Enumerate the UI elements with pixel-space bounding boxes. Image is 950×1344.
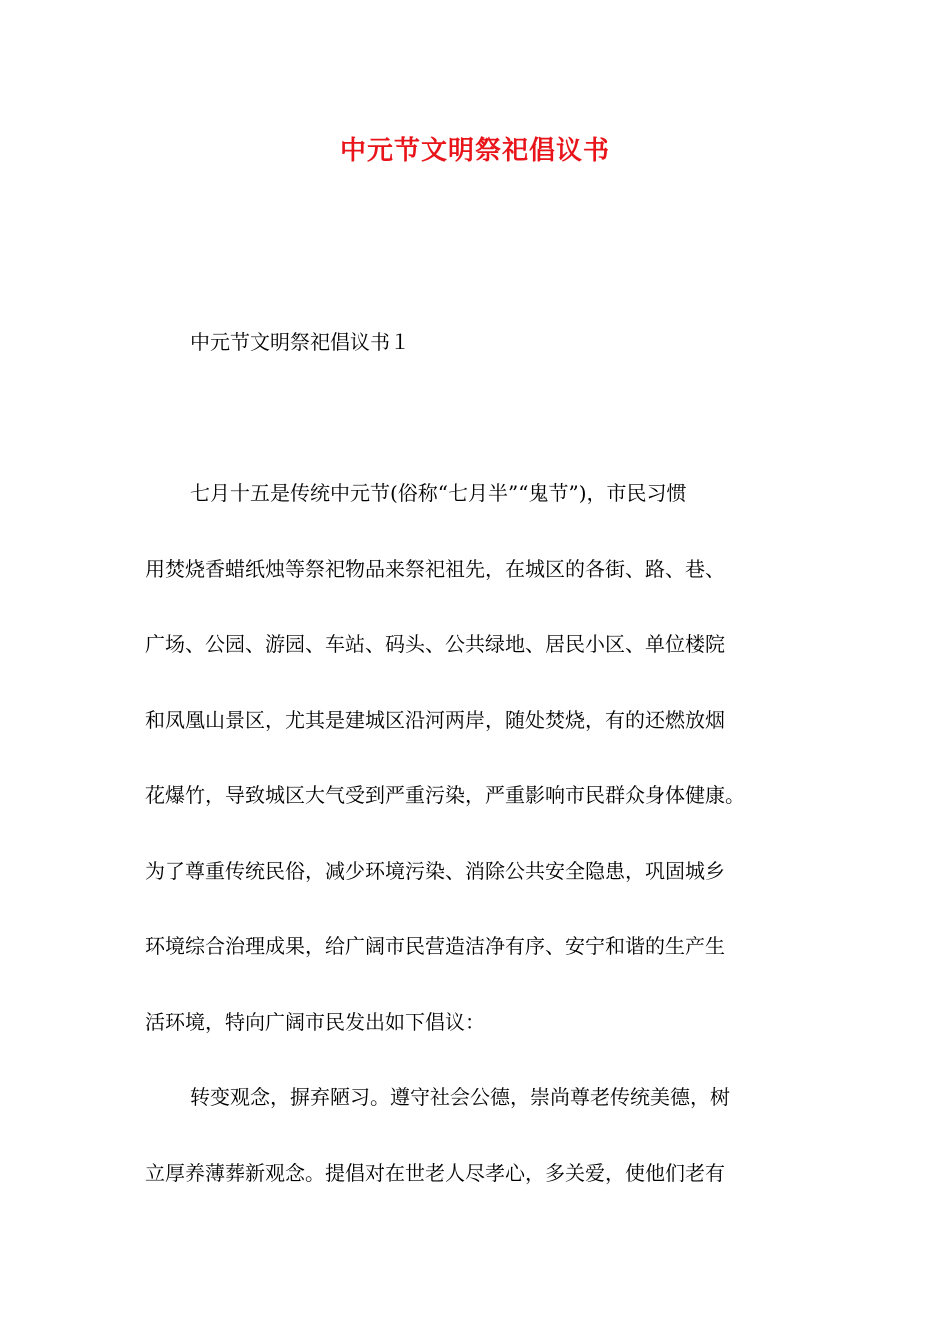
- paragraph-line: 环境综合治理成果，给广阔市民营造洁净有序、安宁和谐的生产生: [145, 934, 725, 958]
- section-heading: 中元节文明祭祀倡议书１: [190, 330, 410, 354]
- paragraph-2: [145, 1060, 817, 1211]
- paragraph-line: 七月十五是传统中元节(俗称“七月半”“鬼节”)，市民习惯: [190, 481, 687, 505]
- paragraph-line: 转变观念，摒弃陋习。遵守社会公德，崇尚尊老传统美德，树: [190, 1085, 730, 1109]
- paragraph-line: 立厚养薄葬新观念。提倡对在世老人尽孝心，多关爱，使他们老有: [145, 1160, 725, 1185]
- paragraph-1: [145, 456, 817, 1060]
- paragraph-line: 和凤凰山景区，尤其是建城区沿河两岸，随处焚烧，有的还燃放烟: [145, 707, 725, 732]
- paragraph-line: 广场、公园、游园、车站、码头、公共绿地、居民小区、单位楼院: [145, 632, 725, 656]
- paragraph-line: 为了尊重传统民俗，减少环境污染、消除公共安全隐患，巩固城乡: [145, 858, 725, 883]
- document-title: 中元节文明祭祀倡议书: [339, 136, 610, 166]
- paragraph-line: 用焚烧香蜡纸烛等祭祀物品来祭祀祖先，在城区的各街、路、巷、: [145, 556, 725, 581]
- paragraph-line: 花爆竹，导致城区大气受到严重污染，严重影响市民群众身体健康。: [145, 783, 745, 807]
- paragraph-line: 活环境，特向广阔市民发出如下倡议：: [145, 1009, 485, 1034]
